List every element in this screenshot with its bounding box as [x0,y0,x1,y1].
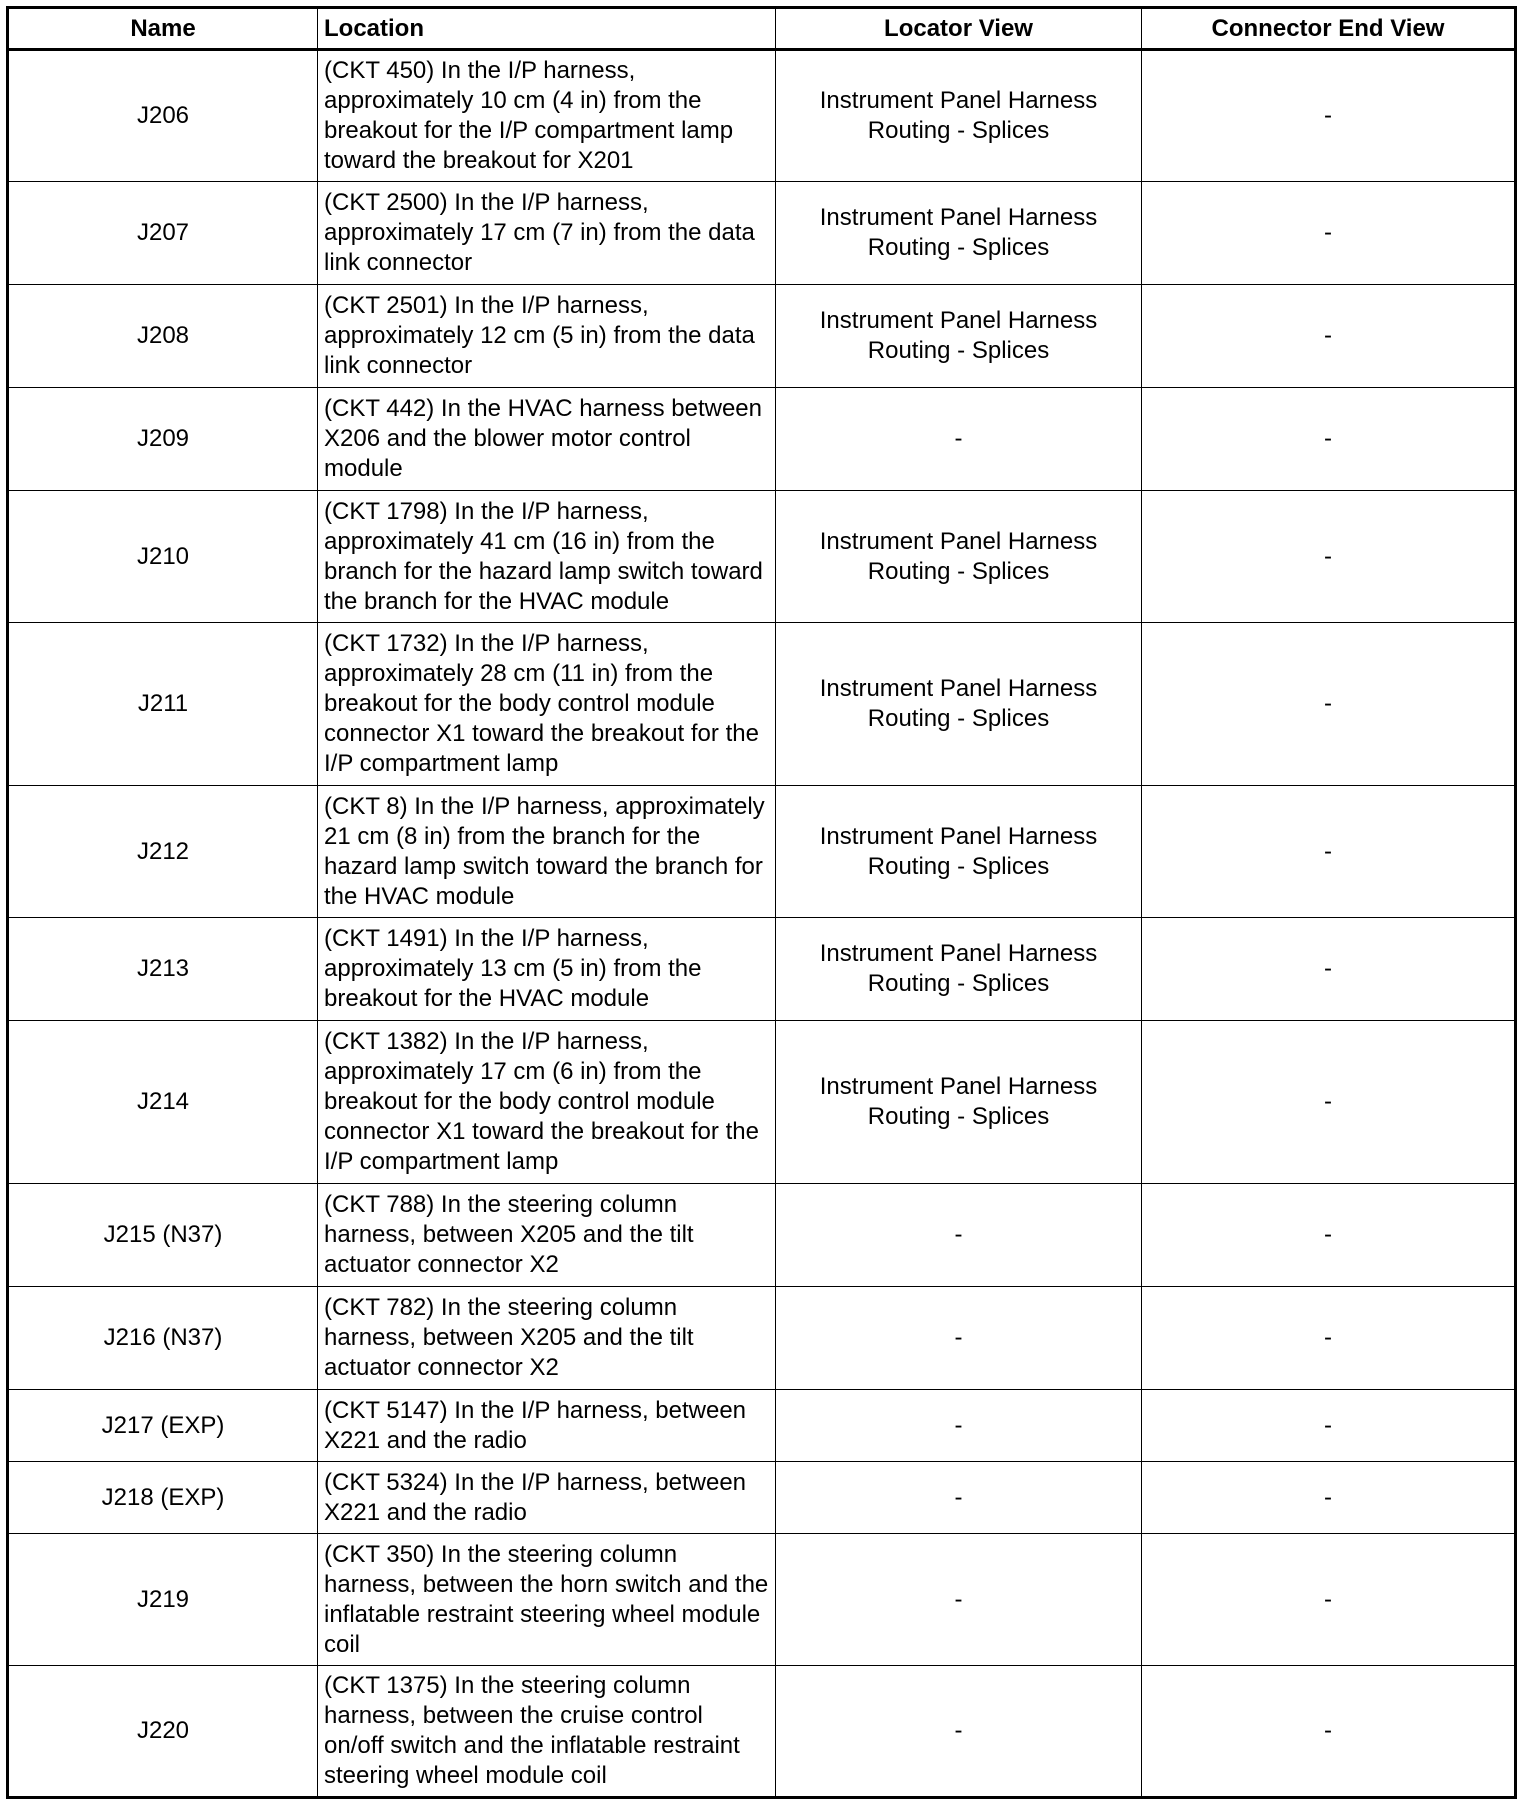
column-header-locator-view: Locator View [776,8,1142,50]
table-row [8,388,1516,491]
connector-end-view: - [1142,1462,1516,1534]
table-row [8,918,1516,1021]
splice-location: (CKT 350) In the steering column harness, between the horn switch and the inflatable restraint steering wheel module coil [318,1534,776,1666]
splice-location: (CKT 2501) In the I/P harness, approximately 12 cm (5 in) from the data link connector [318,285,776,388]
locator-view: Instrument Panel Harness Routing - Splices [776,1021,1142,1184]
table-row [8,182,1516,285]
table-row [8,786,1516,918]
locator-view: - [776,1666,1142,1798]
locator-view: Instrument Panel Harness Routing - Splices [776,623,1142,786]
splice-name: J210 [8,491,318,623]
connector-end-view: - [1142,1021,1516,1184]
splice-name: J215 (N37) [8,1184,318,1287]
table-row [8,1390,1516,1462]
locator-view: - [776,1534,1142,1666]
splice-name: J211 [8,623,318,786]
splice-name: J206 [8,50,318,182]
connector-end-view: - [1142,491,1516,623]
connector-end-view: - [1142,1534,1516,1666]
table-row [8,50,1516,182]
table-row [8,1666,1516,1798]
connector-end-view: - [1142,623,1516,786]
locator-view: Instrument Panel Harness Routing - Splices [776,918,1142,1021]
table-row [8,1184,1516,1287]
connector-end-view: - [1142,1184,1516,1287]
splice-name: J209 [8,388,318,491]
splice-location: (CKT 1491) In the I/P harness, approximately 13 cm (5 in) from the breakout for the HVAC module [318,918,776,1021]
connector-end-view: - [1142,918,1516,1021]
table-row [8,1021,1516,1184]
splice-name: J218 (EXP) [8,1462,318,1534]
locator-view: Instrument Panel Harness Routing - Splices [776,491,1142,623]
table-row [8,285,1516,388]
locator-view: - [776,1184,1142,1287]
splice-name: J216 (N37) [8,1287,318,1390]
connector-end-view: - [1142,182,1516,285]
table-row [8,491,1516,623]
locator-view: Instrument Panel Harness Routing - Splices [776,182,1142,285]
splice-name: J213 [8,918,318,1021]
splice-name: J217 (EXP) [8,1390,318,1462]
splice-name: J212 [8,786,318,918]
splice-location: (CKT 8) In the I/P harness, approximately 21 cm (8 in) from the branch for the hazard lamp switch toward the branch for the HVAC module [318,786,776,918]
splice-location: (CKT 1798) In the I/P harness, approximately 41 cm (16 in) from the branch for the hazard lamp switch toward the branch for the HVAC module [318,491,776,623]
splice-name: J208 [8,285,318,388]
connector-end-view: - [1142,786,1516,918]
table-row [8,623,1516,786]
locator-view: Instrument Panel Harness Routing - Splices [776,50,1142,182]
splice-location: (CKT 1732) In the I/P harness, approximately 28 cm (11 in) from the breakout for the body control module connector X1 toward the breakout for the I/P compartment lamp [318,623,776,786]
locator-view: - [776,1462,1142,1534]
splice-location: (CKT 5147) In the I/P harness, between X221 and the radio [318,1390,776,1462]
locator-view: Instrument Panel Harness Routing - Splices [776,285,1142,388]
connector-end-view: - [1142,50,1516,182]
splice-location: (CKT 450) In the I/P harness, approximately 10 cm (4 in) from the breakout for the I/P compartment lamp toward the breakout for X201 [318,50,776,182]
splice-location: (CKT 788) In the steering column harness, between X205 and the tilt actuator connector X2 [318,1184,776,1287]
locator-view: - [776,1287,1142,1390]
column-header-name: Name [8,8,318,50]
column-header-connector-end-view: Connector End View [1142,8,1516,50]
splice-name: J219 [8,1534,318,1666]
table-row [8,1534,1516,1666]
table-header-row [8,8,1516,50]
locator-view: - [776,388,1142,491]
splice-location: (CKT 442) In the HVAC harness between X206 and the blower motor control module [318,388,776,491]
table-row [8,1462,1516,1534]
connector-end-view: - [1142,1287,1516,1390]
connector-end-view: - [1142,1390,1516,1462]
splice-location: (CKT 5324) In the I/P harness, between X221 and the radio [318,1462,776,1534]
splice-location: (CKT 2500) In the I/P harness, approximately 17 cm (7 in) from the data link connector [318,182,776,285]
locator-view: - [776,1390,1142,1462]
column-header-location: Location [318,8,776,50]
connector-end-view: - [1142,1666,1516,1798]
splice-location: (CKT 782) In the steering column harness, between X205 and the tilt actuator connector X2 [318,1287,776,1390]
splice-location-table [6,6,1517,1799]
splice-name: J214 [8,1021,318,1184]
splice-name: J220 [8,1666,318,1798]
splice-name: J207 [8,182,318,285]
table-row [8,1287,1516,1390]
locator-view: Instrument Panel Harness Routing - Splices [776,786,1142,918]
connector-end-view: - [1142,285,1516,388]
connector-end-view: - [1142,388,1516,491]
splice-location: (CKT 1375) In the steering column harness, between the cruise control on/off switch and the inflatable restraint steering wheel module coil [318,1666,776,1798]
splice-location: (CKT 1382) In the I/P harness, approximately 17 cm (6 in) from the breakout for the body control module connector X1 toward the breakout for the I/P compartment lamp [318,1021,776,1184]
